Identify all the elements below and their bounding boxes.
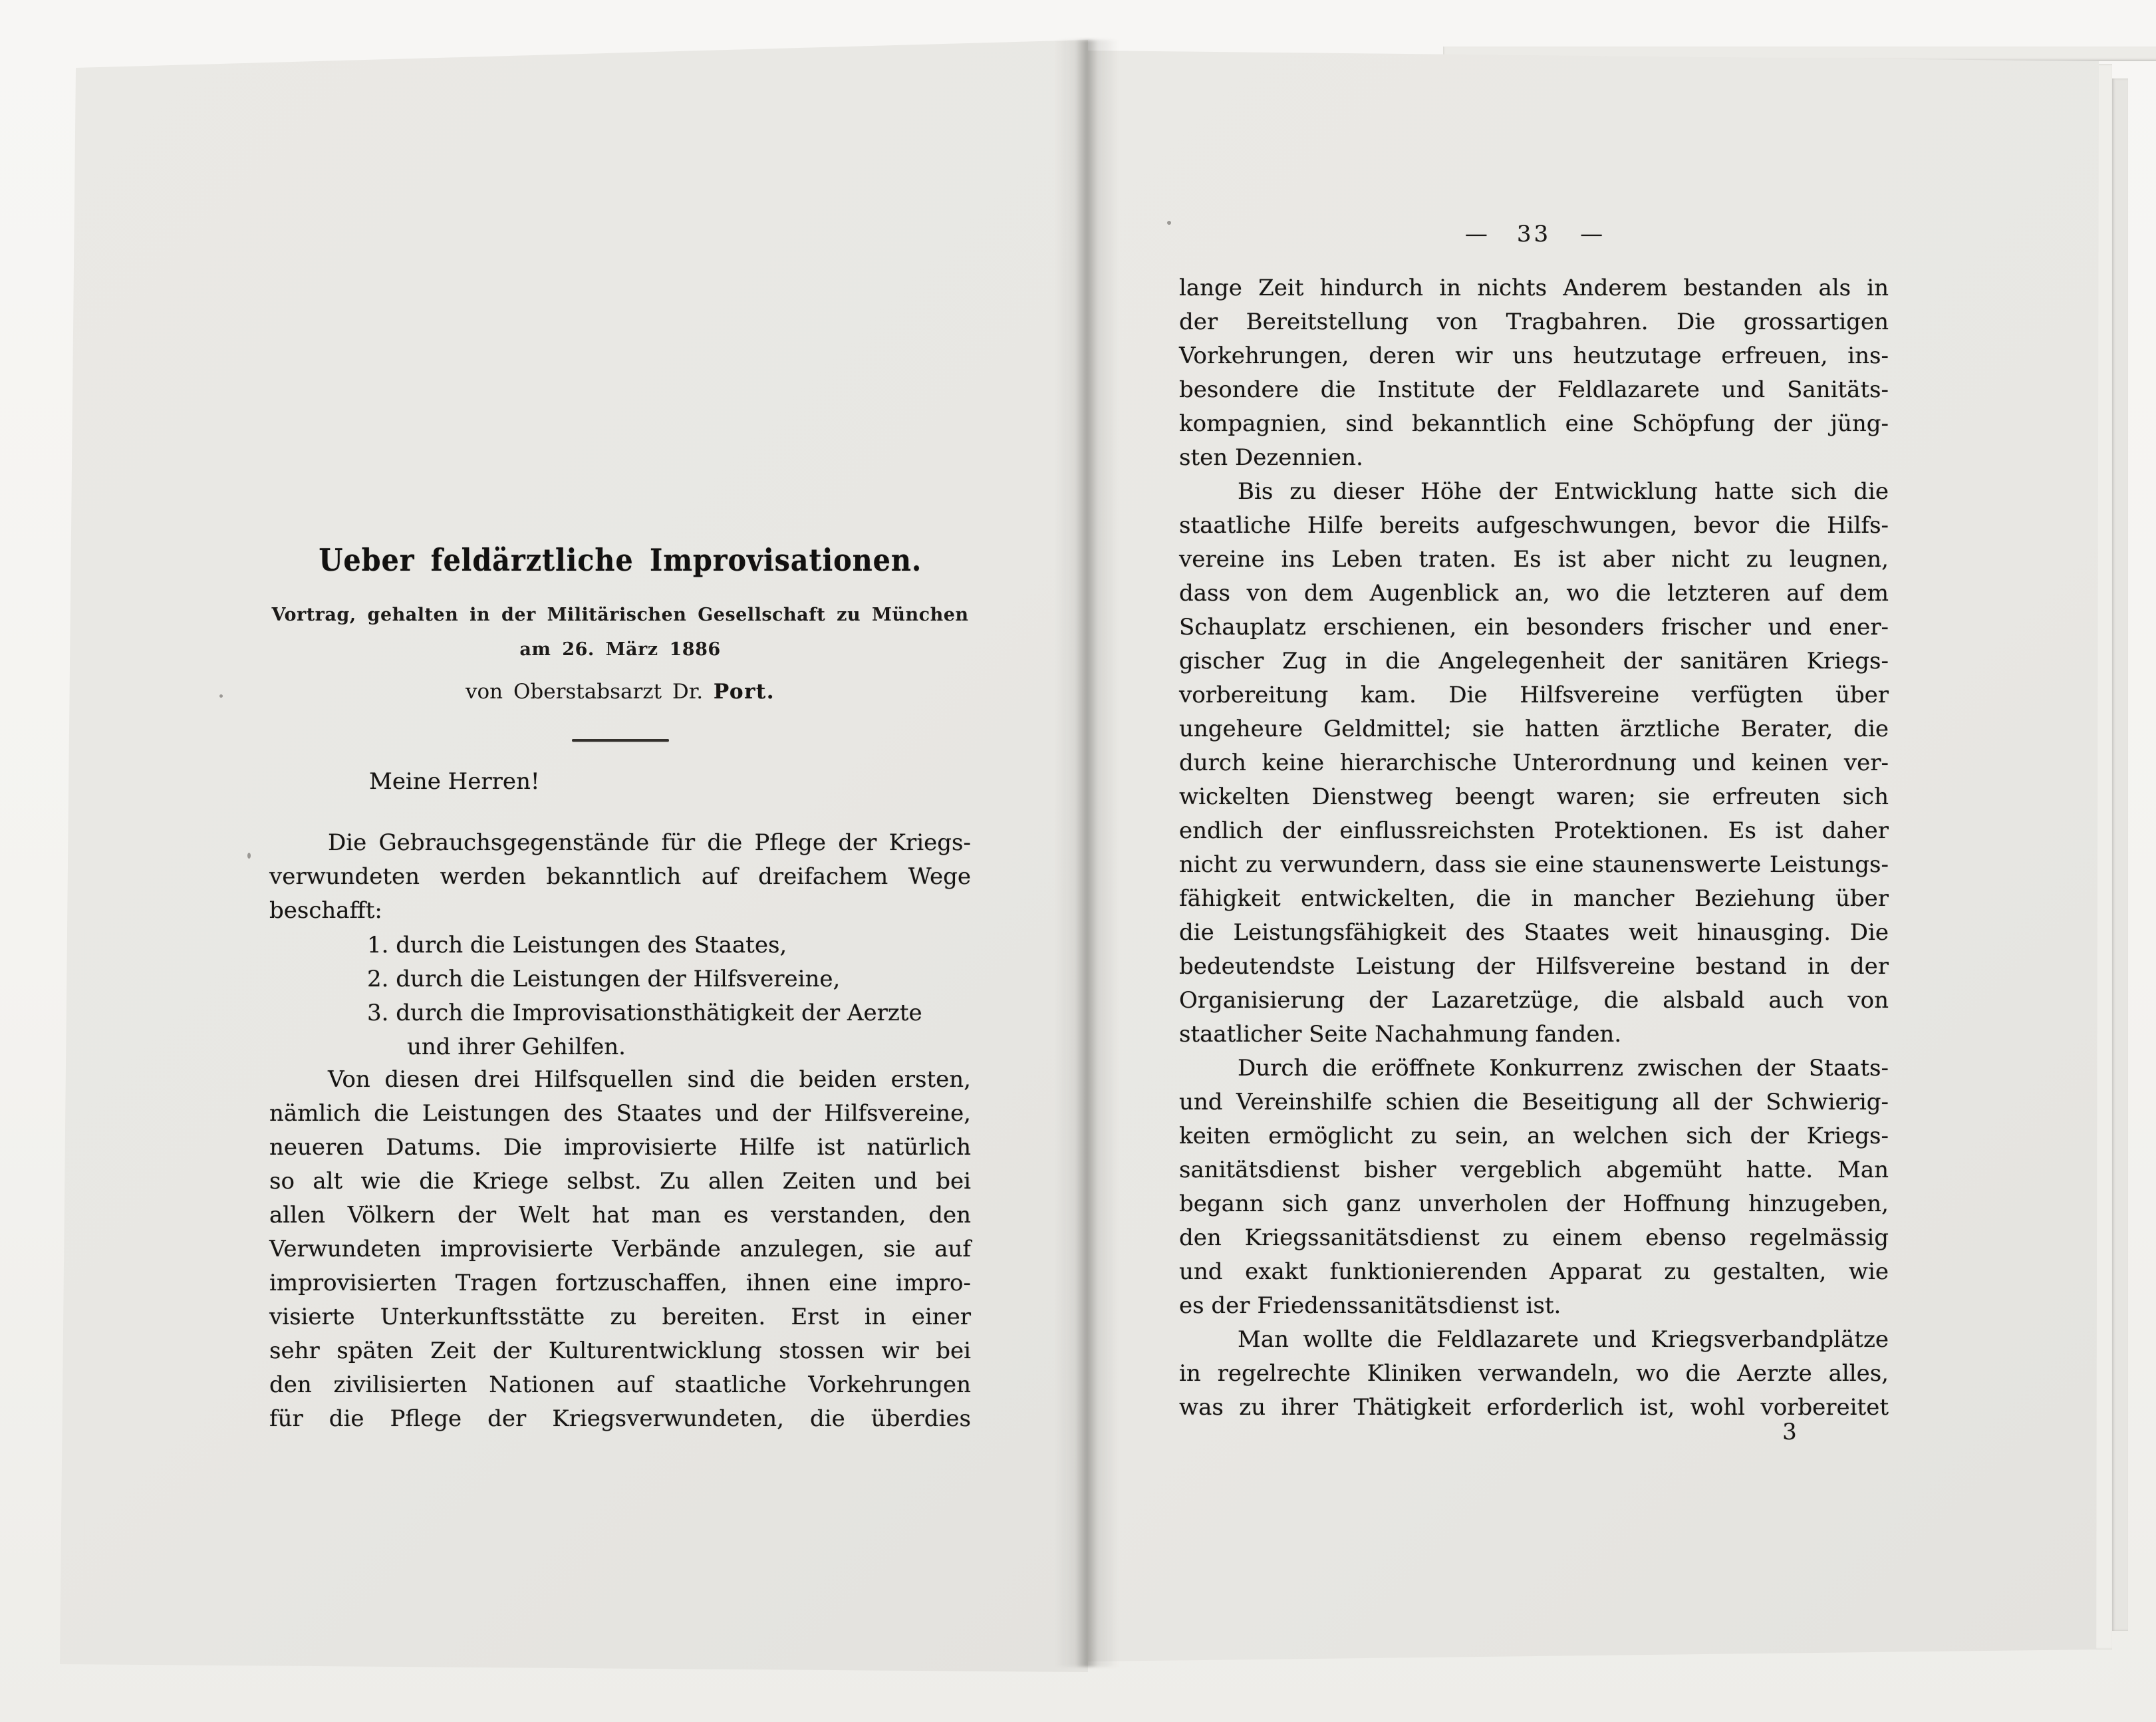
text-line: Von diesen drei Hilfsquellen sind die beiden ersten, — [328, 1066, 971, 1093]
text-line: den zivilisierten Nationen auf staatliche Vorkehrungen — [269, 1371, 971, 1398]
right-paragraph-4 — [1179, 1323, 1889, 1425]
text-line: endlich der einflussreichsten Protektionen. Es ist daher — [1179, 817, 1889, 844]
left-paragraph-1 — [269, 826, 971, 928]
text-line: sanitätsdienst bisher vergeblich abgemüht hatte. Man — [1179, 1157, 1889, 1183]
text-line: Schauplatz erschienen, ein besonders frischer und ener- — [1179, 614, 1889, 641]
text-line: und exakt funktionierenden Apparat zu gestalten, wie — [1179, 1258, 1889, 1285]
text-line: Die Gebrauchsgegenstände für die Pflege der Kriegs- — [328, 829, 971, 856]
text-line: durch keine hierarchische Unterordnung und keinen ver- — [1179, 750, 1889, 776]
text-line: sten Dezennien. — [1179, 444, 1363, 471]
byline — [269, 677, 971, 706]
text-line: improvisierten Tragen fortzuschaffen, ihnen eine impro- — [269, 1270, 971, 1296]
paper-speck — [1167, 221, 1171, 225]
section-divider-rule — [572, 739, 669, 742]
text-line: beschafft: — [269, 897, 382, 924]
text-line: nämlich die Leistungen des Staates und der Hilfsvereine, — [269, 1100, 971, 1127]
text-line: für die Pflege der Kriegsverwundeten, die überdies — [269, 1405, 971, 1432]
page-number: 33 — [1516, 221, 1551, 247]
byline-prefix: von Oberstabsarzt Dr. — [465, 680, 714, 704]
numbered-list — [367, 929, 971, 1064]
text-line: Vorkehrungen, deren wir uns heutzutage erfreuen, ins- — [1179, 343, 1889, 369]
text-line: neueren Datums. Die improvisierte Hilfe ist natürlich — [269, 1134, 971, 1161]
text-line: wickelten Dienstweg beengt waren; sie erfreuten sich — [1179, 784, 1889, 810]
text-line: vereine ins Leben traten. Es ist aber nicht zu leugnen, — [1179, 546, 1889, 573]
text-line: besondere die Institute der Feldlazarete und Sanitäts- — [1179, 376, 1889, 403]
page-number-header — [1179, 218, 1889, 250]
text-line: Bis zu dieser Höhe der Entwicklung hatte sich die — [1238, 478, 1889, 505]
text-line: staatlicher Seite Nachahmung fanden. — [1179, 1021, 1622, 1048]
header-dash-left: — — [1464, 221, 1488, 247]
text-line: was zu ihrer Thätigkeit erforderlich ist, wohl vorbereitet — [1179, 1394, 1889, 1421]
text-line: verwundeten werden bekanntlich auf dreifachem Wege — [269, 863, 971, 890]
text-line: gischer Zug in die Angelegenheit der sanitären Kriegs- — [1179, 648, 1889, 674]
article-title-text: Ueber feldärztliche Improvisationen. — [319, 542, 922, 578]
text-line: und ihrer Gehilfen. — [407, 1034, 626, 1060]
text-line: vorbereitung kam. Die Hilfsvereine verfügten über — [1179, 682, 1889, 708]
text-line: so alt wie die Kriege selbst. Zu allen Zeiten und bei — [269, 1168, 971, 1195]
text-line: keiten ermöglicht zu sein, an welchen sich der Kriegs- — [1179, 1123, 1889, 1149]
text-line: Man wollte die Feldlazarete und Kriegsverbandplätze — [1238, 1326, 1889, 1353]
article-title — [269, 540, 971, 580]
text-line: bedeutendste Leistung der Hilfsvereine bestand in der — [1179, 953, 1889, 980]
text-line: allen Völkern der Welt hat man es verstanden, den — [269, 1202, 971, 1228]
left-paragraph-2 — [269, 1063, 971, 1436]
text-line: Organisierung der Lazaretzüge, die alsbald auch von — [1179, 987, 1889, 1014]
text-line: nicht zu verwundern, dass sie eine staunenswerte Leistungs- — [1179, 851, 1889, 878]
text-line: die Leistungsfähigkeit des Staates weit hinausging. Die — [1179, 919, 1889, 946]
text-line: und Vereinshilfe schien die Beseitigung all der Schwierig- — [1179, 1089, 1889, 1115]
text-line: staatliche Hilfe bereits aufgeschwungen, bevor die Hilfs- — [1179, 512, 1889, 539]
salutation: Meine Herren! — [369, 768, 540, 795]
author-name: Port. — [713, 680, 775, 704]
text-line: kompagnien, sind bekanntlich eine Schöpfung der jüng- — [1179, 410, 1889, 437]
text-line: begann sich ganz unverholen der Hoffnung hinzugeben, — [1179, 1191, 1889, 1217]
text-line: Durch die eröffnete Konkurrenz zwischen der Staats- — [1238, 1055, 1889, 1081]
text-line: den Kriegssanitätsdienst zu einem ebenso regelmässig — [1179, 1224, 1889, 1251]
signature-mark: 3 — [1782, 1419, 1797, 1445]
text-line: visierte Unterkunftsstätte zu bereiten. Erst in einer — [269, 1304, 971, 1330]
paper-speck — [219, 694, 223, 698]
text-line: 1. durch die Leistungen des Staates, — [367, 932, 787, 958]
text-line: ungeheure Geldmittel; sie hatten ärztliche Berater, die — [1179, 716, 1889, 742]
header-dash-right: — — [1580, 221, 1603, 247]
text-line: es der Friedenssanitätsdienst ist. — [1179, 1292, 1561, 1319]
paper-speck — [247, 853, 251, 859]
text-line: 3. durch die Improvisationsthätigkeit der Aerzte — [367, 1000, 922, 1026]
text-line: fähigkeit entwickelten, die in mancher Beziehung über — [1179, 885, 1889, 912]
text-line: der Bereitstellung von Tragbahren. Die grossartigen — [1179, 309, 1889, 335]
right-paragraph-2 — [1179, 475, 1889, 1052]
text-line: 2. durch die Leistungen der Hilfsvereine, — [367, 966, 841, 992]
right-paragraph-1 — [1179, 271, 1889, 475]
text-line: lange Zeit hindurch in nichts Anderem bestanden als in — [1179, 275, 1889, 301]
text-line: sehr späten Zeit der Kulturentwicklung stossen wir bei — [269, 1338, 971, 1364]
page-stack-right-edge-inner — [2112, 78, 2128, 1631]
text-line: dass von dem Augenblick an, wo die letzteren auf dem — [1179, 580, 1889, 607]
text-line: Verwundeten improvisierte Verbände anzulegen, sie auf — [269, 1236, 971, 1262]
right-paragraph-3 — [1179, 1052, 1889, 1323]
lecture-subtitle-line-2: am 26. März 1886 — [519, 639, 721, 660]
text-line: in regelrechte Kliniken verwandeln, wo die Aerzte alles, — [1179, 1360, 1889, 1387]
lecture-subtitle-line-1: Vortrag, gehalten in der Militärischen Gesellschaft zu München — [271, 605, 969, 625]
